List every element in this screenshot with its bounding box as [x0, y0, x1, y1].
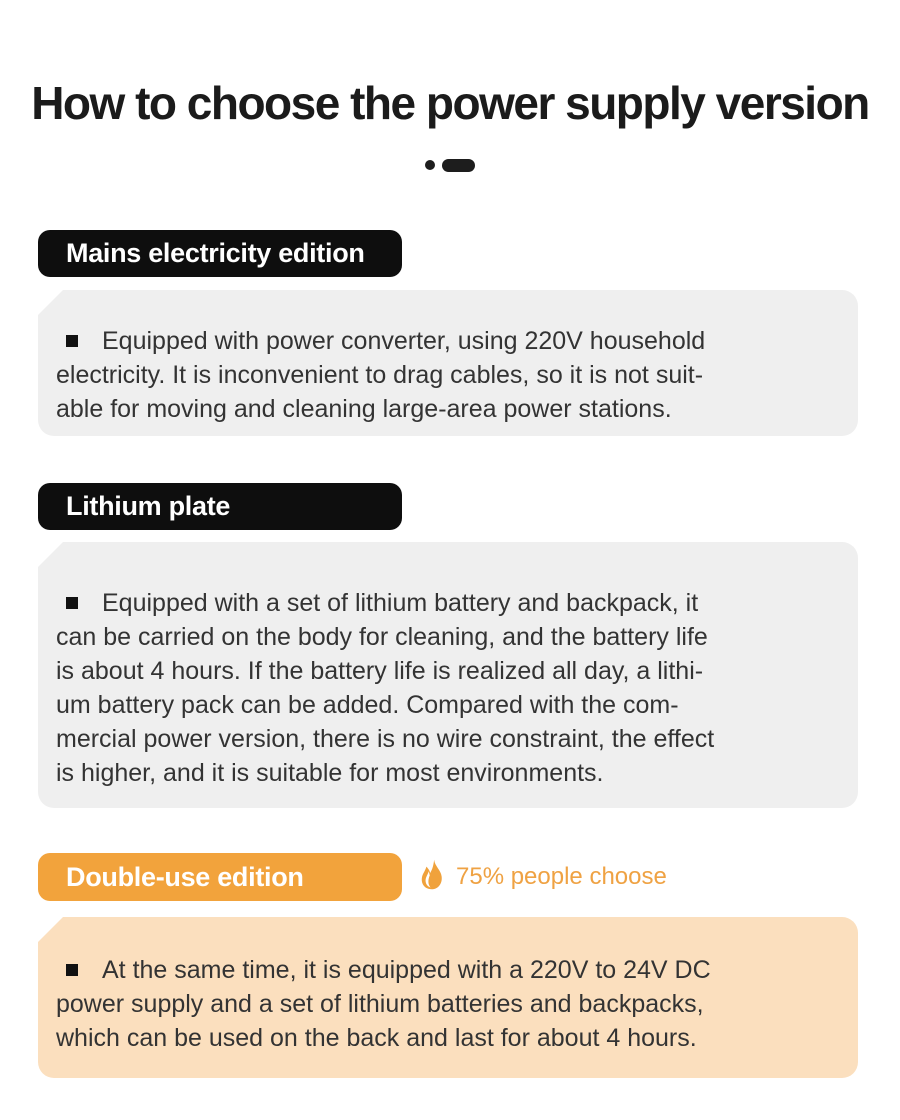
- body-line: electricity. It is inconvenient to drag cables, so it is not suit-: [56, 361, 704, 389]
- bullet-square-icon: [66, 964, 78, 976]
- body-line: can be carried on the body for cleaning, and the battery life: [56, 623, 708, 651]
- section-label-lithium-plate: Lithium plate: [38, 483, 402, 530]
- body-line: mercial power version, there is no wire constraint, the effect: [56, 725, 715, 753]
- flame-icon: [416, 859, 448, 896]
- popularity-badge: [416, 853, 667, 901]
- dot-dash-decoration: [0, 157, 900, 173]
- dot-icon: [425, 160, 435, 170]
- body-line: [56, 324, 828, 358]
- body-line-text: At the same time, it is equipped with a 220V to 24V DC: [102, 956, 711, 984]
- badge-text: 75% people choose: [456, 863, 667, 890]
- body-line: is higher, and it is suitable for most environments.: [56, 759, 604, 787]
- page-title: How to choose the power supply version: [31, 77, 869, 129]
- bullet-square-icon: [66, 597, 78, 609]
- section-body-double-use: [38, 917, 858, 1078]
- body-line: which can be used on the back and last for about 4 hours.: [56, 1024, 697, 1052]
- dash-icon: [442, 159, 475, 172]
- section-label-mains-electricity: Mains electricity edition: [38, 230, 402, 277]
- body-line: [56, 586, 828, 620]
- body-line-text: Equipped with power converter, using 220V household: [102, 327, 706, 355]
- section-body-lithium-plate: [38, 542, 858, 808]
- body-line: um battery pack can be added. Compared with the com-: [56, 691, 679, 719]
- body-line: [56, 953, 828, 987]
- section-body-mains-electricity: [38, 290, 858, 436]
- section-label-double-use: Double-use edition: [38, 853, 402, 901]
- bullet-square-icon: [66, 335, 78, 347]
- body-line: able for moving and cleaning large-area power stations.: [56, 395, 672, 423]
- body-line: is about 4 hours. If the battery life is realized all day, a lithi-: [56, 657, 704, 685]
- body-line-text: Equipped with a set of lithium battery and backpack, it: [102, 589, 699, 617]
- body-line: power supply and a set of lithium batteries and backpacks,: [56, 990, 704, 1018]
